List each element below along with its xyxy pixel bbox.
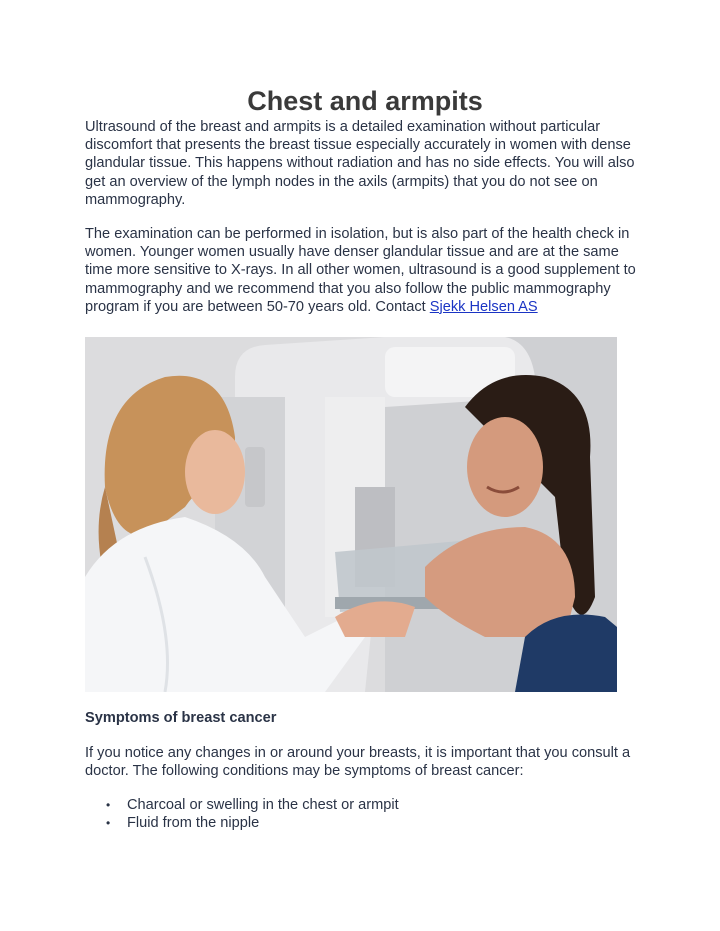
bullet-icon: •	[106, 798, 111, 813]
list-item	[106, 796, 645, 814]
examination-paragraph	[85, 225, 645, 316]
symptom-text: Charcoal or swelling in the chest or armpit	[127, 797, 399, 814]
intro-paragraph: Ultrasound of the breast and armpits is a detailed examination without particular discomfort that presents the breast tissue especially accurately in women with dense glandular tissue. This happens without radiation and has no side effects. You will also get an overview of the lymph nodes in the axils (armpits) that you do not see on mammography.	[85, 119, 635, 208]
mammography-photo	[85, 337, 617, 692]
document-page	[85, 84, 645, 832]
bullet-icon: •	[106, 816, 111, 831]
symptoms-intro-paragraph: If you notice any changes in or around your breasts, it is important that you consult a doctor. The following conditions may be symptoms of breast cancer:	[85, 745, 631, 780]
list-item	[106, 814, 645, 832]
symptoms-heading: Symptoms of breast cancer	[85, 710, 277, 727]
mammography-photo-illustration	[85, 337, 617, 692]
symptom-text: Fluid from the nipple	[127, 815, 260, 832]
examination-paragraph-text: The examination can be performed in isolation, but is also part of the health check in women. Younger women usually have denser glandular tissue and are at the same time more sensitive to X-rays. In all other women, ultrasound is a good supplement to mammography and we recommend that you also follow the public mammography program if you are between 50-70 years old. Contact	[85, 226, 636, 315]
symptoms-list	[85, 796, 645, 832]
sjekk-helsen-link[interactable]: Sjekk Helsen AS	[429, 298, 538, 315]
page-title: Chest and armpits	[247, 86, 483, 116]
